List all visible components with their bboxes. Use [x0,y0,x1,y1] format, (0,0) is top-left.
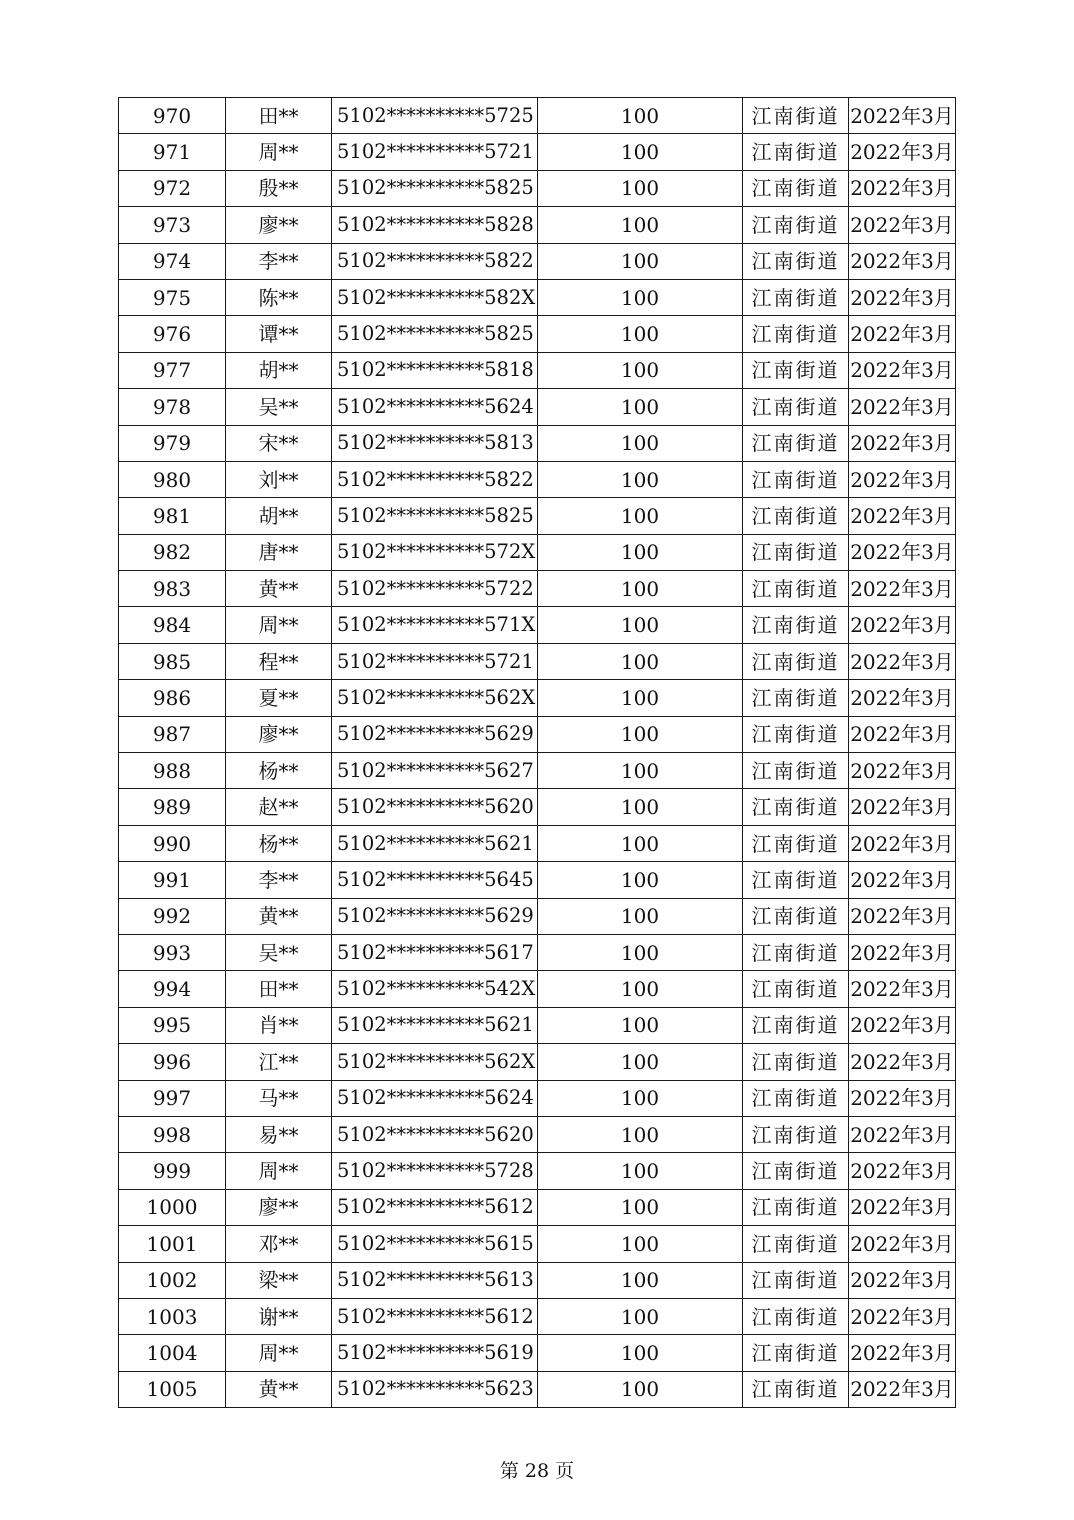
row-number-cell: 1003 [119,1298,226,1334]
name-cell: 杨** [226,753,332,789]
amount-cell: 100 [538,316,743,352]
row-number-cell: 990 [119,825,226,861]
id-number-cell: 5102**********5721 [332,134,538,170]
street-cell: 江南街道 [743,98,849,134]
name-cell: 肖** [226,1007,332,1043]
row-number-cell: 973 [119,207,226,243]
name-cell: 谭** [226,316,332,352]
table-row [119,389,956,425]
table-row [119,753,956,789]
date-cell: 2022年3月 [849,279,956,315]
id-number-cell: 5102**********5822 [332,461,538,497]
table-row [119,643,956,679]
row-number-cell: 976 [119,316,226,352]
table-row [119,461,956,497]
date-cell: 2022年3月 [849,971,956,1007]
name-cell: 吴** [226,934,332,970]
table-row [119,789,956,825]
name-cell: 杨** [226,825,332,861]
amount-cell: 100 [538,1298,743,1334]
row-number-cell: 977 [119,352,226,388]
name-cell: 周** [226,134,332,170]
table-row [119,1189,956,1225]
name-cell: 廖** [226,1189,332,1225]
street-cell: 江南街道 [743,898,849,934]
date-cell: 2022年3月 [849,1189,956,1225]
roster-table [118,97,956,1408]
amount-cell: 100 [538,461,743,497]
row-number-cell: 985 [119,643,226,679]
amount-cell: 100 [538,425,743,461]
name-cell: 程** [226,643,332,679]
amount-cell: 100 [538,571,743,607]
date-cell: 2022年3月 [849,461,956,497]
row-number-cell: 978 [119,389,226,425]
amount-cell: 100 [538,1371,743,1407]
street-cell: 江南街道 [743,170,849,206]
amount-cell: 100 [538,716,743,752]
amount-cell: 100 [538,1007,743,1043]
date-cell: 2022年3月 [849,862,956,898]
name-cell: 李** [226,862,332,898]
name-cell: 殷** [226,170,332,206]
street-cell: 江南街道 [743,1189,849,1225]
row-number-cell: 989 [119,789,226,825]
row-number-cell: 971 [119,134,226,170]
id-number-cell: 5102**********562X [332,680,538,716]
amount-cell: 100 [538,971,743,1007]
name-cell: 刘** [226,461,332,497]
id-number-cell: 5102**********571X [332,607,538,643]
street-cell: 江南街道 [743,425,849,461]
name-cell: 谢** [226,1298,332,1334]
id-number-cell: 5102**********5621 [332,825,538,861]
date-cell: 2022年3月 [849,1007,956,1043]
id-number-cell: 5102**********5629 [332,716,538,752]
name-cell: 田** [226,98,332,134]
row-number-cell: 982 [119,534,226,570]
street-cell: 江南街道 [743,1335,849,1371]
amount-cell: 100 [538,1153,743,1189]
street-cell: 江南街道 [743,1298,849,1334]
name-cell: 黄** [226,898,332,934]
street-cell: 江南街道 [743,753,849,789]
id-number-cell: 5102**********5629 [332,898,538,934]
row-number-cell: 1002 [119,1262,226,1298]
date-cell: 2022年3月 [849,243,956,279]
street-cell: 江南街道 [743,389,849,425]
id-number-cell: 5102**********5721 [332,643,538,679]
table-row [119,316,956,352]
street-cell: 江南街道 [743,316,849,352]
street-cell: 江南街道 [743,1116,849,1152]
id-number-cell: 5102**********5728 [332,1153,538,1189]
name-cell: 吴** [226,389,332,425]
date-cell: 2022年3月 [849,1262,956,1298]
name-cell: 廖** [226,716,332,752]
date-cell: 2022年3月 [849,425,956,461]
amount-cell: 100 [538,862,743,898]
date-cell: 2022年3月 [849,1116,956,1152]
date-cell: 2022年3月 [849,1153,956,1189]
id-number-cell: 5102**********5627 [332,753,538,789]
date-cell: 2022年3月 [849,207,956,243]
name-cell: 邓** [226,1226,332,1262]
table-row [119,279,956,315]
row-number-cell: 986 [119,680,226,716]
id-number-cell: 5102**********582X [332,279,538,315]
date-cell: 2022年3月 [849,1226,956,1262]
street-cell: 江南街道 [743,789,849,825]
date-cell: 2022年3月 [849,170,956,206]
date-cell: 2022年3月 [849,1044,956,1080]
date-cell: 2022年3月 [849,134,956,170]
page-number: 第 28 页 [499,1460,575,1482]
id-number-cell: 5102**********5615 [332,1226,538,1262]
date-cell: 2022年3月 [849,1371,956,1407]
id-number-cell: 5102**********5645 [332,862,538,898]
row-number-cell: 974 [119,243,226,279]
row-number-cell: 995 [119,1007,226,1043]
street-cell: 江南街道 [743,1226,849,1262]
name-cell: 周** [226,1335,332,1371]
name-cell: 夏** [226,680,332,716]
street-cell: 江南街道 [743,534,849,570]
date-cell: 2022年3月 [849,825,956,861]
amount-cell: 100 [538,207,743,243]
table-row [119,1080,956,1116]
date-cell: 2022年3月 [849,898,956,934]
id-number-cell: 5102**********5813 [332,425,538,461]
name-cell: 胡** [226,352,332,388]
row-number-cell: 996 [119,1044,226,1080]
id-number-cell: 5102**********562X [332,1044,538,1080]
id-number-cell: 5102**********5617 [332,934,538,970]
table-row [119,971,956,1007]
row-number-cell: 970 [119,98,226,134]
id-number-cell: 5102**********5624 [332,1080,538,1116]
amount-cell: 100 [538,1080,743,1116]
amount-cell: 100 [538,534,743,570]
amount-cell: 100 [538,1335,743,1371]
id-number-cell: 5102**********5828 [332,207,538,243]
roster-table-body [119,98,956,1408]
id-number-cell: 5102**********5818 [332,352,538,388]
amount-cell: 100 [538,753,743,789]
name-cell: 梁** [226,1262,332,1298]
amount-cell: 100 [538,607,743,643]
row-number-cell: 1005 [119,1371,226,1407]
name-cell: 陈** [226,279,332,315]
table-row [119,898,956,934]
date-cell: 2022年3月 [849,607,956,643]
date-cell: 2022年3月 [849,389,956,425]
street-cell: 江南街道 [743,243,849,279]
row-number-cell: 994 [119,971,226,1007]
name-cell: 赵** [226,789,332,825]
table-row [119,425,956,461]
row-number-cell: 975 [119,279,226,315]
date-cell: 2022年3月 [849,316,956,352]
id-number-cell: 5102**********572X [332,534,538,570]
date-cell: 2022年3月 [849,680,956,716]
street-cell: 江南街道 [743,680,849,716]
amount-cell: 100 [538,352,743,388]
id-number-cell: 5102**********5619 [332,1335,538,1371]
name-cell: 黄** [226,571,332,607]
street-cell: 江南街道 [743,1044,849,1080]
date-cell: 2022年3月 [849,534,956,570]
table-row [119,1116,956,1152]
row-number-cell: 981 [119,498,226,534]
row-number-cell: 997 [119,1080,226,1116]
street-cell: 江南街道 [743,1007,849,1043]
row-number-cell: 972 [119,170,226,206]
id-number-cell: 5102**********5825 [332,170,538,206]
amount-cell: 100 [538,1262,743,1298]
name-cell: 马** [226,1080,332,1116]
table-row [119,571,956,607]
id-number-cell: 5102**********5725 [332,98,538,134]
amount-cell: 100 [538,825,743,861]
table-row [119,1226,956,1262]
id-number-cell: 5102**********5620 [332,789,538,825]
street-cell: 江南街道 [743,643,849,679]
table-row [119,825,956,861]
amount-cell: 100 [538,789,743,825]
id-number-cell: 5102**********5620 [332,1116,538,1152]
table-row [119,1262,956,1298]
table-row [119,170,956,206]
street-cell: 江南街道 [743,971,849,1007]
id-number-cell: 5102**********5621 [332,1007,538,1043]
table-row [119,1298,956,1334]
table-row [119,1371,956,1407]
row-number-cell: 991 [119,862,226,898]
name-cell: 江** [226,1044,332,1080]
name-cell: 唐** [226,534,332,570]
street-cell: 江南街道 [743,607,849,643]
street-cell: 江南街道 [743,461,849,497]
table-row [119,498,956,534]
date-cell: 2022年3月 [849,753,956,789]
amount-cell: 100 [538,389,743,425]
row-number-cell: 987 [119,716,226,752]
row-number-cell: 1001 [119,1226,226,1262]
street-cell: 江南街道 [743,279,849,315]
amount-cell: 100 [538,643,743,679]
id-number-cell: 5102**********542X [332,971,538,1007]
amount-cell: 100 [538,279,743,315]
row-number-cell: 988 [119,753,226,789]
amount-cell: 100 [538,934,743,970]
amount-cell: 100 [538,498,743,534]
amount-cell: 100 [538,898,743,934]
id-number-cell: 5102**********5825 [332,316,538,352]
row-number-cell: 983 [119,571,226,607]
amount-cell: 100 [538,680,743,716]
id-number-cell: 5102**********5612 [332,1298,538,1334]
table-row [119,98,956,134]
table-row [119,934,956,970]
amount-cell: 100 [538,1226,743,1262]
date-cell: 2022年3月 [849,789,956,825]
date-cell: 2022年3月 [849,934,956,970]
table-row [119,1044,956,1080]
id-number-cell: 5102**********5822 [332,243,538,279]
table-row [119,1153,956,1189]
name-cell: 黄** [226,1371,332,1407]
id-number-cell: 5102**********5613 [332,1262,538,1298]
id-number-cell: 5102**********5612 [332,1189,538,1225]
amount-cell: 100 [538,243,743,279]
name-cell: 李** [226,243,332,279]
amount-cell: 100 [538,1044,743,1080]
id-number-cell: 5102**********5722 [332,571,538,607]
table-row [119,243,956,279]
street-cell: 江南街道 [743,1153,849,1189]
date-cell: 2022年3月 [849,643,956,679]
row-number-cell: 999 [119,1153,226,1189]
amount-cell: 100 [538,134,743,170]
table-row [119,207,956,243]
table-row [119,607,956,643]
row-number-cell: 993 [119,934,226,970]
name-cell: 周** [226,607,332,643]
date-cell: 2022年3月 [849,498,956,534]
street-cell: 江南街道 [743,1080,849,1116]
street-cell: 江南街道 [743,498,849,534]
date-cell: 2022年3月 [849,571,956,607]
street-cell: 江南街道 [743,134,849,170]
date-cell: 2022年3月 [849,1298,956,1334]
date-cell: 2022年3月 [849,98,956,134]
row-number-cell: 1004 [119,1335,226,1371]
row-number-cell: 992 [119,898,226,934]
street-cell: 江南街道 [743,825,849,861]
table-row [119,352,956,388]
street-cell: 江南街道 [743,862,849,898]
row-number-cell: 1000 [119,1189,226,1225]
name-cell: 易** [226,1116,332,1152]
row-number-cell: 984 [119,607,226,643]
table-row [119,1335,956,1371]
table-row [119,534,956,570]
name-cell: 田** [226,971,332,1007]
name-cell: 宋** [226,425,332,461]
name-cell: 胡** [226,498,332,534]
table-row [119,134,956,170]
id-number-cell: 5102**********5623 [332,1371,538,1407]
street-cell: 江南街道 [743,571,849,607]
name-cell: 廖** [226,207,332,243]
id-number-cell: 5102**********5624 [332,389,538,425]
street-cell: 江南街道 [743,716,849,752]
date-cell: 2022年3月 [849,716,956,752]
name-cell: 周** [226,1153,332,1189]
street-cell: 江南街道 [743,934,849,970]
street-cell: 江南街道 [743,352,849,388]
row-number-cell: 979 [119,425,226,461]
amount-cell: 100 [538,170,743,206]
date-cell: 2022年3月 [849,352,956,388]
street-cell: 江南街道 [743,1262,849,1298]
table-row [119,862,956,898]
date-cell: 2022年3月 [849,1080,956,1116]
table-row [119,1007,956,1043]
amount-cell: 100 [538,98,743,134]
row-number-cell: 980 [119,461,226,497]
id-number-cell: 5102**********5825 [332,498,538,534]
street-cell: 江南街道 [743,207,849,243]
row-number-cell: 998 [119,1116,226,1152]
street-cell: 江南街道 [743,1371,849,1407]
amount-cell: 100 [538,1116,743,1152]
date-cell: 2022年3月 [849,1335,956,1371]
amount-cell: 100 [538,1189,743,1225]
table-row [119,680,956,716]
table-row [119,716,956,752]
